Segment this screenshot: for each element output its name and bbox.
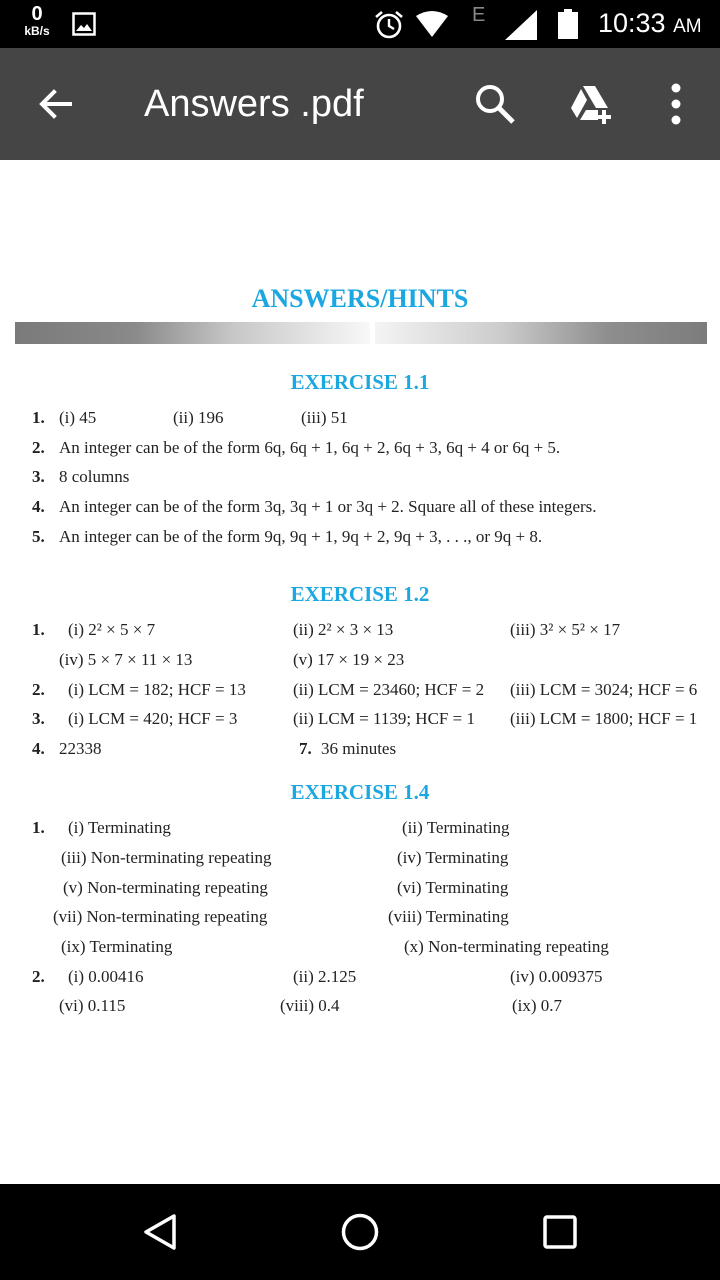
- answer-text: (iii) Non-terminating repeating: [61, 848, 272, 867]
- answer-text: (i) LCM = 420; HCF = 3: [68, 709, 238, 728]
- answer-text: (vii) Non-terminating repeating: [53, 907, 268, 926]
- answer-text: (v) 17 × 19 × 23: [293, 650, 405, 669]
- network-speed: [20, 4, 54, 37]
- speed-value: 0: [31, 3, 43, 25]
- question-number: 7.: [299, 739, 312, 758]
- nav-back-icon[interactable]: [140, 1212, 180, 1252]
- exercise-1-4-title: EXERCISE 1.4: [290, 780, 430, 804]
- answer-text: 8 columns: [59, 467, 130, 486]
- answer-text: (iv) 0.009375: [510, 967, 603, 986]
- page-heading: ANSWERS/HINTS: [251, 284, 469, 313]
- app-toolbar: [0, 48, 720, 160]
- answer-text: (x) Non-terminating repeating: [404, 937, 609, 956]
- battery-icon: [558, 9, 578, 39]
- answer-text: 36 minutes: [321, 739, 397, 758]
- answer-text: (iv) Terminating: [397, 848, 509, 867]
- back-arrow-icon[interactable]: [34, 82, 78, 126]
- heading-rule-left: [15, 322, 370, 344]
- answer-text: (iii) LCM = 3024; HCF = 6: [510, 680, 698, 699]
- pdf-page[interactable]: [0, 160, 720, 1184]
- document-title: Answers .pdf: [144, 83, 364, 125]
- answer-text: An integer can be of the form 6q, 6q + 1, 6q + 2, 6q + 3, 6q + 4 or 6q + 5.: [59, 438, 561, 457]
- wifi-icon: [415, 10, 449, 38]
- answer-text: (iii) 51: [301, 408, 348, 427]
- signal-icon: [505, 10, 537, 40]
- answer-text: (ii) 2² × 3 × 13: [293, 620, 394, 639]
- network-type: E: [472, 4, 486, 26]
- answer-text: (ii) LCM = 23460; HCF = 2: [293, 680, 485, 699]
- image-notification-icon: [72, 12, 96, 36]
- answer-text: 22338: [59, 739, 102, 758]
- clock: [598, 8, 702, 39]
- answer-text: An integer can be of the form 9q, 9q + 1, 9q + 2, 9q + 3, . . ., or 9q + 8.: [59, 527, 543, 546]
- drive-add-icon[interactable]: [568, 82, 614, 126]
- answer-text: (iii) LCM = 1800; HCF = 1: [510, 709, 698, 728]
- exercise-1-2-title: EXERCISE 1.2: [290, 582, 430, 606]
- answer-text: (i) 0.00416: [68, 967, 144, 986]
- answer-text: (ix) 0.7: [512, 996, 563, 1015]
- exercise-1-1-title: EXERCISE 1.1: [290, 370, 430, 394]
- question-number: 4.: [32, 497, 45, 516]
- question-number: 3.: [32, 709, 45, 728]
- more-vert-icon[interactable]: [656, 82, 696, 126]
- answer-text: (ii) 2.125: [293, 967, 357, 986]
- alarm-icon: [373, 9, 405, 41]
- answer-text: (i) Terminating: [68, 818, 171, 837]
- answer-text: (i) LCM = 182; HCF = 13: [68, 680, 246, 699]
- heading-rule-right: [375, 322, 707, 344]
- clock-time: 10:33: [598, 8, 666, 38]
- question-number: 1.: [32, 620, 45, 639]
- question-number: 2.: [32, 438, 45, 457]
- question-number: 2.: [32, 680, 45, 699]
- answer-text: (ii) 196: [173, 408, 224, 427]
- nav-home-icon[interactable]: [340, 1212, 380, 1252]
- answer-text: (vi) 0.115: [59, 996, 126, 1015]
- question-number: 1.: [32, 818, 45, 837]
- answer-text: (ii) Terminating: [402, 818, 510, 837]
- answer-text: (v) Non-terminating repeating: [63, 878, 268, 897]
- answer-text: (vi) Terminating: [397, 878, 509, 897]
- answer-text: (ix) Terminating: [61, 937, 173, 956]
- clock-ampm: AM: [673, 16, 702, 37]
- answer-text: An integer can be of the form 3q, 3q + 1 or 3q + 2. Square all of these integers.: [59, 497, 597, 516]
- nav-recents-icon[interactable]: [540, 1212, 580, 1252]
- status-bar: [0, 0, 720, 48]
- answer-text: (viii) 0.4: [280, 996, 340, 1015]
- answer-text: (i) 45: [59, 408, 97, 427]
- question-number: 4.: [32, 739, 45, 758]
- answer-text: (iv) 5 × 7 × 11 × 13: [59, 650, 193, 669]
- question-number: 2.: [32, 967, 45, 986]
- question-number: 3.: [32, 467, 45, 486]
- answer-text: (i) 2² × 5 × 7: [68, 620, 156, 639]
- answer-text: (viii) Terminating: [388, 907, 509, 926]
- answer-text: (ii) LCM = 1139; HCF = 1: [293, 709, 475, 728]
- speed-unit: kB/s: [24, 24, 50, 38]
- question-number: 5.: [32, 527, 45, 546]
- answer-text: (iii) 3² × 5² × 17: [510, 620, 621, 639]
- search-icon[interactable]: [473, 82, 517, 126]
- question-number: 1.: [32, 408, 45, 427]
